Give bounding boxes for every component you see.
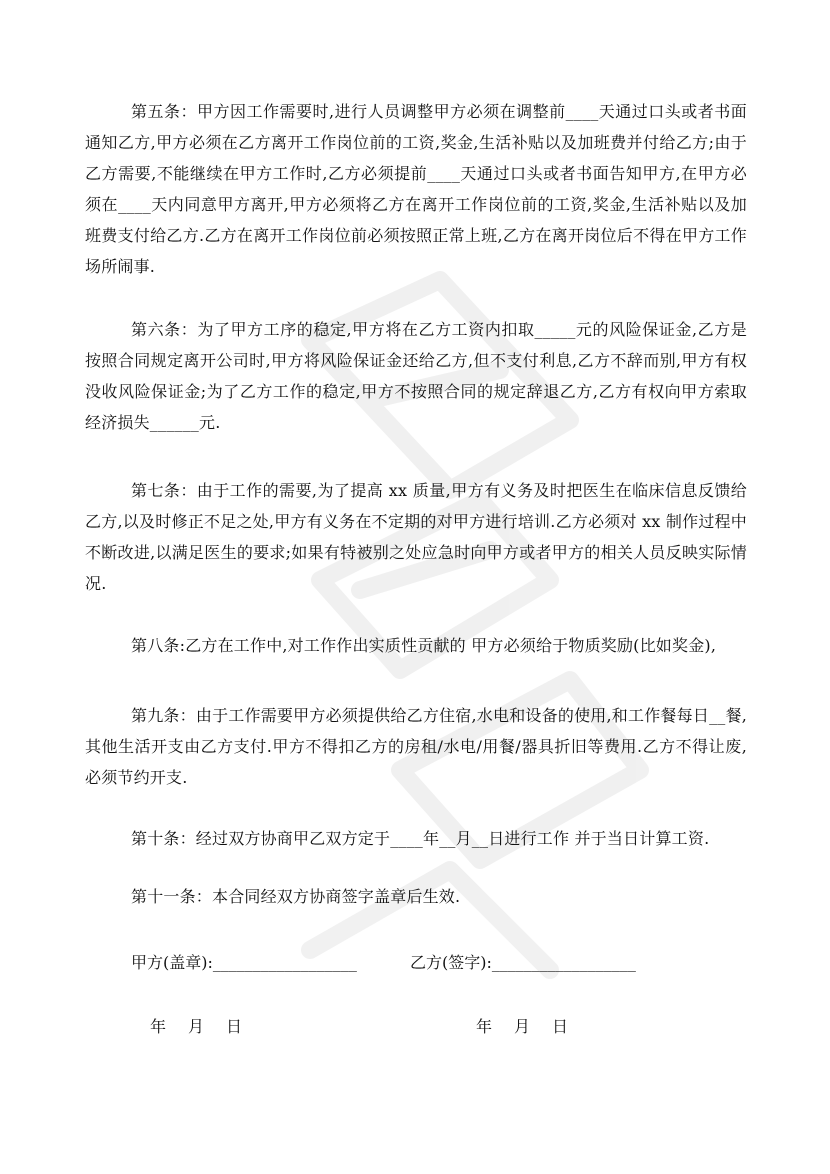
- article-5: 第五条：甲方因工作需要时,进行人员调整甲方必须在调整前____天通过口头或者书面通知乙方,甲方必须在乙方离开工作岗位前的工资,奖金,生活补贴以及加班费并付给乙方;由于乙方需要,不能继续在甲方工作时,乙方必须提前____天通过口头或者书面告知甲方,在甲方必须在____天内同意甲方离开,甲方必须将乙方在离开工作岗位前的工资,奖金,生活补贴以及加班费支付给乙方.乙方在离开工作岗位前必须按照正常上班,乙方在离开岗位后不得在甲方工作场所闹事.: [85, 102, 747, 276]
- month-label: 月: [514, 1017, 531, 1036]
- article-10: 第十条：经过双方协商甲乙双方定于____年__月__日进行工作 并于当日计算工资.: [131, 829, 710, 848]
- article-11: 第十一条：本合同经双方协商签字盖章后生效.: [131, 887, 461, 906]
- year-label: 年: [150, 1017, 167, 1036]
- article-7: 第七条：由于工作的需要,为了提高 xx 质量,甲方有义务及时把医生在临床信息反馈给乙方,以及时修正不足之处,甲方有义务在不定期的对甲方进行培训.乙方必须对 xx 制作过程中不断改进,以满足医生的要求;如果有特被别之处应急时向甲方或者甲方的相关人员反映实际情况.: [85, 481, 747, 593]
- party-a-date: [150, 1011, 242, 1042]
- day-label: 日: [226, 1017, 243, 1036]
- party-b-signature: 乙方(签字):__________________: [410, 953, 636, 972]
- party-b-date: [476, 1011, 568, 1042]
- article-9: 第九条：由于工作需要甲方必须提供给乙方住宿,水电和设备的使用,和工作餐每日__餐,其他生活开支由乙方支付.甲方不得扣乙方的房租/水电/用餐/器具折旧等费用.乙方不得让废,必须节约开支.: [85, 706, 747, 787]
- year-label: 年: [476, 1017, 493, 1036]
- day-label: 日: [552, 1017, 569, 1036]
- article-8: 第八条:乙方在工作中,对工作作出实质性贡献的 甲方必须给于物质奖励(比如奖金),: [131, 636, 717, 655]
- article-6: 第六条：为了甲方工序的稳定,甲方将在乙方工资内扣取_____元的风险保证金,乙方是按照合同规定离开公司时,甲方将风险保证金还给乙方,但不支付利息,乙方不辞而别,甲方有权没收风险保证金;为了乙方工作的稳定,甲方不按照合同的规定辞退乙方,乙方有权向甲方索取经济损失______元.: [85, 320, 747, 432]
- party-a-signature: 甲方(盖章):__________________: [131, 953, 357, 972]
- month-label: 月: [188, 1017, 205, 1036]
